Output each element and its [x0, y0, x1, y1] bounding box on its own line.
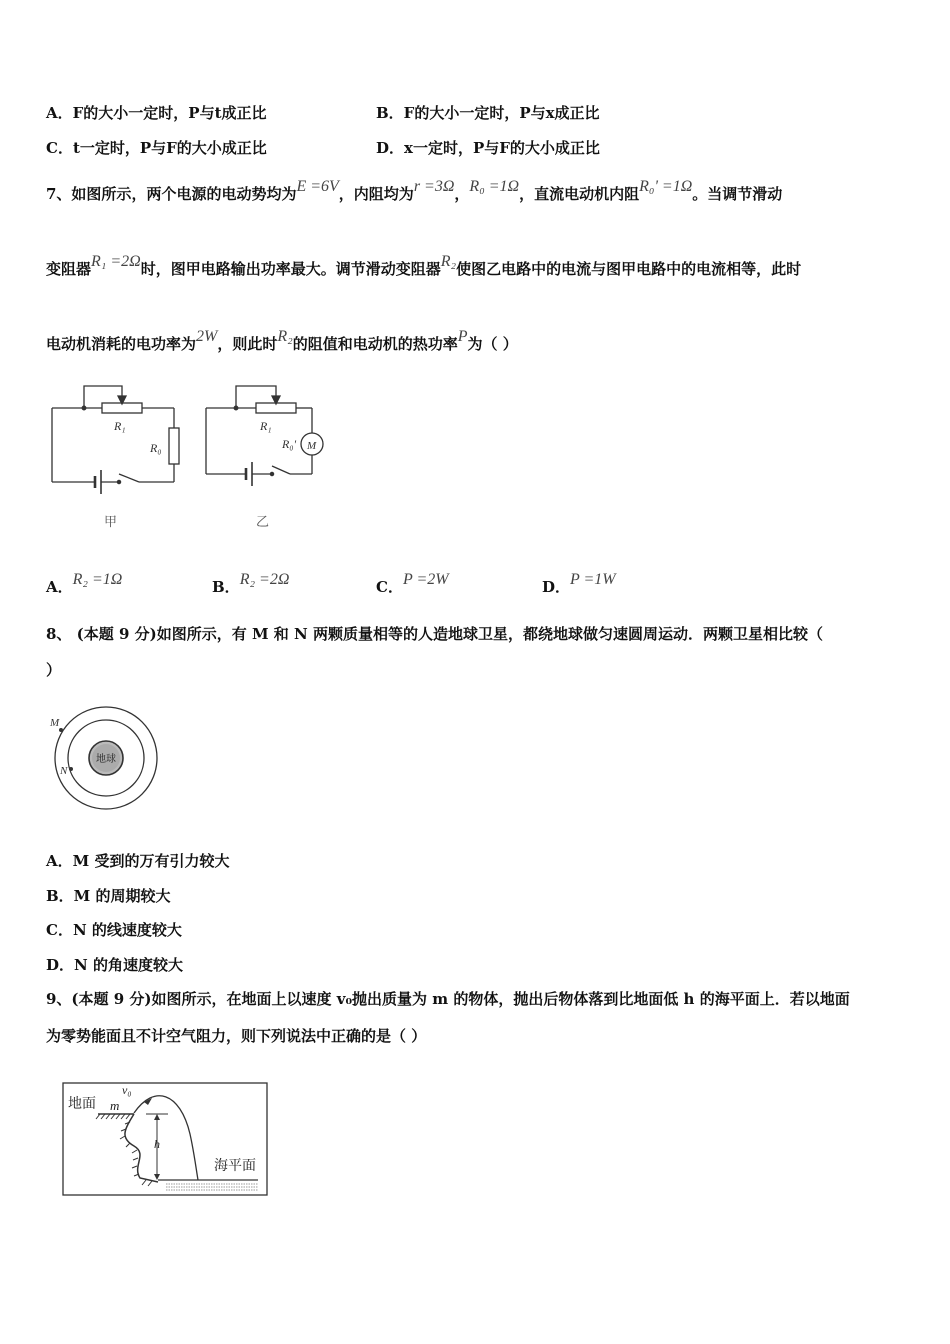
q8-orbit-figure	[46, 706, 166, 810]
q7-circuit-figure	[44, 378, 334, 533]
ground-label: 地面	[68, 1097, 96, 1112]
caption-jia: 甲	[104, 514, 118, 529]
q7-math-r0: R₀ =1Ω	[469, 178, 520, 195]
q8-option-c: C．N 的线速度较大	[46, 921, 182, 939]
label-n: N	[60, 765, 68, 777]
label-r1-yi: R₁	[260, 419, 272, 433]
q6-option-a: A．F的大小一定时，P与t成正比	[46, 104, 267, 122]
label-r0: R₀	[150, 441, 162, 455]
label-motor: M	[307, 440, 317, 452]
satellite-n	[69, 767, 73, 771]
q7-math-r2: R₂	[440, 253, 457, 270]
q7-option-b-letter: B．	[212, 578, 240, 596]
q6-option-d: D．x一定时，P与F的大小成正比	[376, 139, 600, 157]
q7-math-2w: 2W	[196, 328, 218, 345]
q7-option-d	[542, 571, 616, 597]
q7-math-r: r =3Ω	[413, 178, 455, 195]
q7-math-p: P	[457, 328, 468, 345]
label-m: M	[50, 717, 60, 729]
switch-yi	[272, 466, 290, 474]
velocity-label: v₀	[122, 1083, 132, 1097]
q7-line-2	[46, 253, 802, 279]
trajectory	[134, 1096, 198, 1180]
q7-text: 变阻器	[46, 260, 92, 278]
earth-label: 地球	[96, 754, 116, 765]
q7-option-d-letter: D．	[542, 578, 571, 596]
label-r0-prime: R₀'	[282, 437, 297, 451]
q6-option-b: B．F的大小一定时，P与x成正比	[376, 104, 600, 122]
caption-yi: 乙	[256, 514, 270, 529]
q7-option-c-letter: C．	[376, 578, 403, 596]
q8-option-a: A．M 受到的万有引力较大	[46, 852, 230, 870]
q7-option-a-value: R₂ =1Ω	[72, 571, 123, 588]
q9-projectile-figure	[62, 1082, 268, 1196]
q7-text: 。当调节滑动	[692, 185, 783, 203]
q8-line-1: 8、 (本题 9 分)如图所示，有 M 和 N 两颗质量相等的人造地球卫星，都绕地球做匀速圆周运动．两颗卫星相比较（	[46, 625, 823, 643]
height-label: h	[154, 1137, 160, 1151]
q7-text: 为（ ）	[467, 335, 518, 353]
satellite-m	[59, 728, 63, 732]
q7-text: ，则此时	[217, 335, 278, 353]
q7-text: 的阻值和电动机的热功率	[292, 335, 458, 353]
q8-option-b: B．M 的周期较大	[46, 887, 171, 905]
q7-option-a-letter: A．	[46, 578, 73, 596]
q7-option-b	[212, 571, 290, 597]
resistor-r0	[169, 428, 179, 464]
q7-option-a	[46, 571, 123, 597]
q7-text: ，内阻均为	[338, 185, 414, 203]
rheostat-slider-wire	[84, 386, 122, 408]
q7-option-d-value: P =1W	[570, 571, 616, 588]
q9-line-1: 9、(本题 9 分)如图所示，在地面上以速度 v₀抛出质量为 m 的物体，抛出后物体落到比地面低 h 的海平面上．若以地面	[46, 990, 850, 1008]
q7-text: ，直流电动机内阻	[519, 185, 640, 203]
q8-option-d: D．N 的角速度较大	[46, 956, 183, 974]
q7-math-r2: R₂	[277, 328, 293, 345]
q7-math-r0p: R₀' =1Ω	[639, 178, 693, 195]
q7-math-r1: R₁ =2Ω	[91, 253, 141, 270]
q7-text: 7、如图所示，两个电源的电动势均为	[46, 185, 297, 203]
q7-option-c	[376, 571, 449, 597]
q7-math-emf: E =6V	[296, 178, 339, 195]
q7-text: 电动机消耗的电功率为	[46, 335, 197, 353]
q6-option-c: C．t一定时，P与F的大小成正比	[46, 139, 267, 157]
q7-option-b-value: R₂ =2Ω	[239, 571, 290, 588]
q7-line-1	[46, 178, 783, 204]
switch-jia	[119, 474, 139, 482]
q7-line-3	[46, 328, 518, 354]
q7-text: 时，图甲电路输出功率最大。调节滑动变阻器	[140, 260, 441, 278]
q7-option-c-value: P =2W	[402, 571, 449, 588]
label-r1: R₁	[114, 419, 126, 433]
q8-line-2: ）	[46, 661, 62, 679]
q9-line-2: 为零势能面且不计空气阻力，则下列说法中正确的是（ ）	[46, 1027, 427, 1045]
sea-label: 海平面	[214, 1159, 256, 1174]
q7-text: ，	[454, 185, 470, 203]
mass-label: m	[110, 1098, 120, 1113]
q7-text: 使图乙电路中的电流与图甲电路中的电流相等，此时	[456, 260, 802, 278]
